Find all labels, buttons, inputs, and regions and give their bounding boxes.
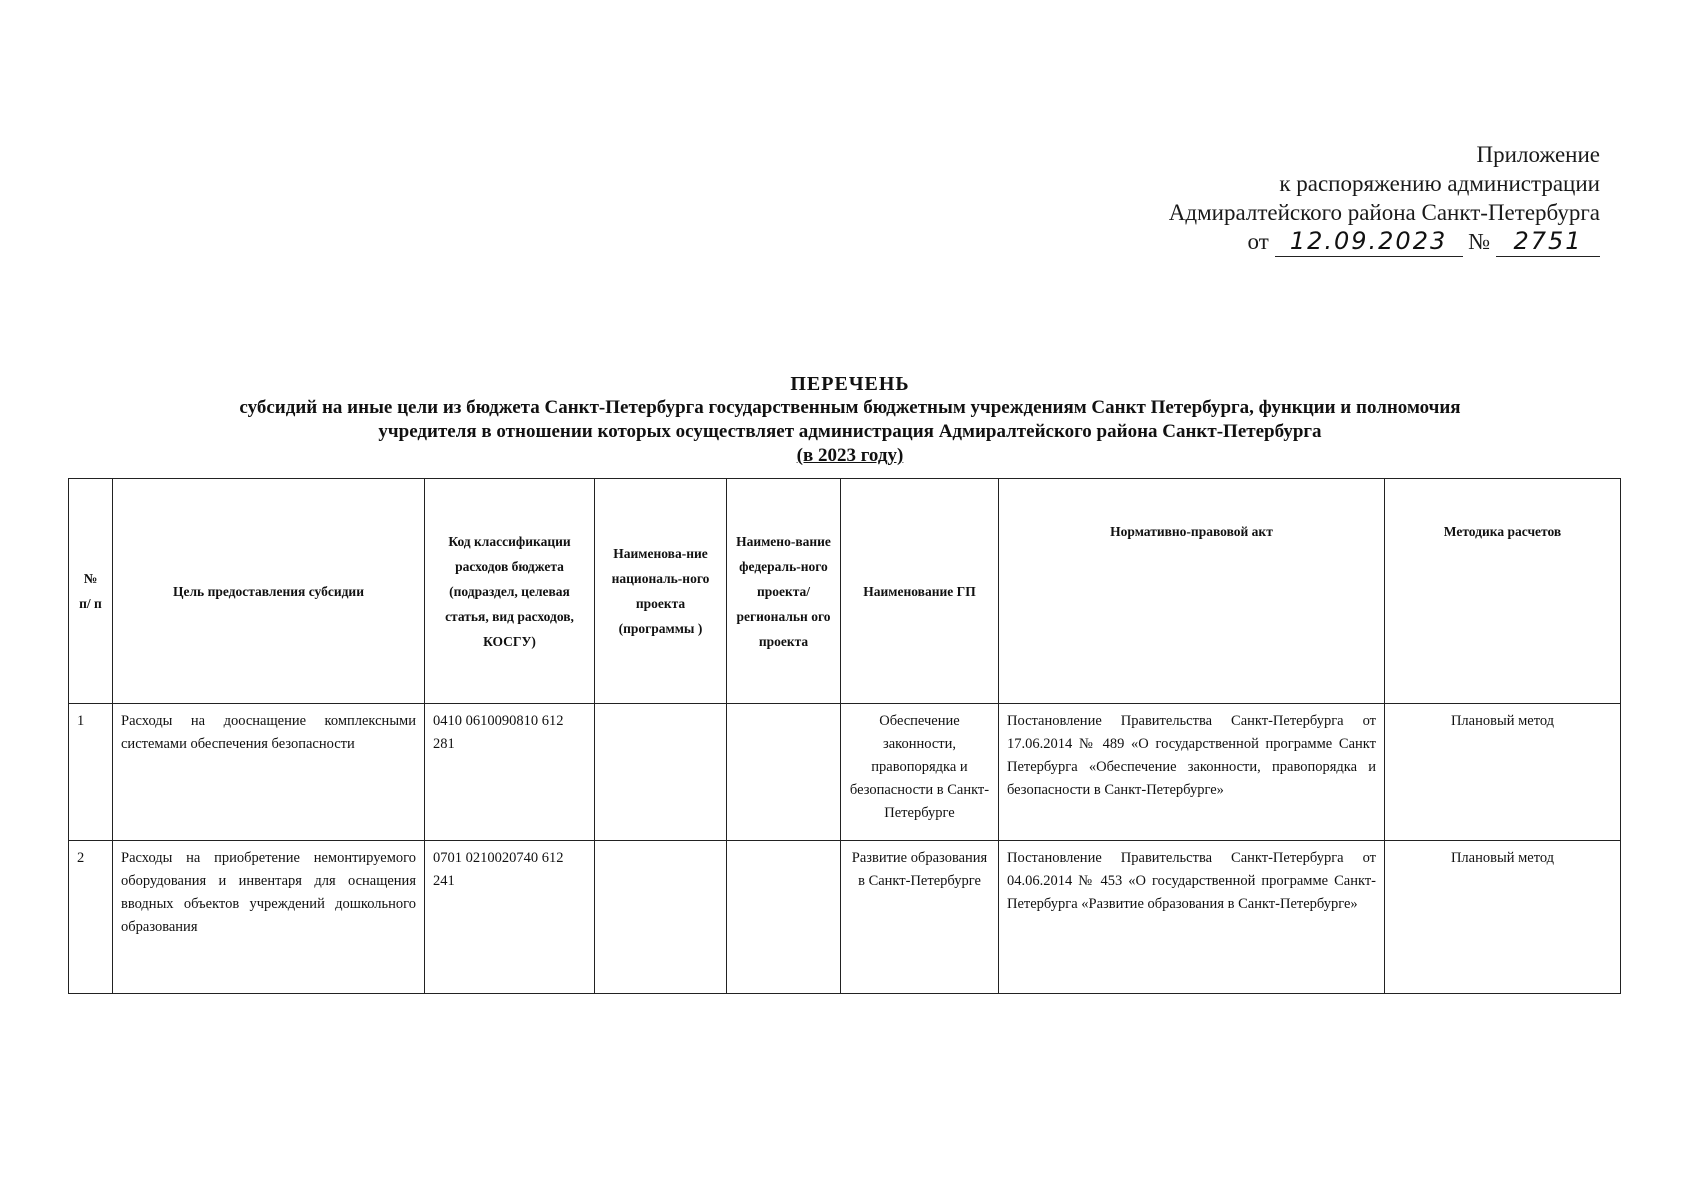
document-subtitle-line1: субсидий на иные цели из бюджета Санкт-Петербурга государственным бюджетным учреждениям Санкт Петербурга, функции и полномочия — [239, 397, 1461, 418]
appendix-block — [1169, 140, 1600, 257]
cell-national-project — [595, 704, 727, 841]
handwritten-date: 12.09.2023 — [1275, 227, 1463, 257]
header-goal: Цель предоставления субсидии — [113, 479, 425, 704]
cell-goal: Расходы на приобретение немонтируемого оборудования и инвентаря для оснащения вводных объектов учреждений дошкольного образования — [113, 841, 425, 994]
header-act: Нормативно-правовой акт — [999, 479, 1385, 704]
number-sign: № — [1468, 229, 1491, 254]
cell-num: 1 — [69, 704, 113, 841]
header-federal-project: Наимено-вание федераль-ного проекта/ региональн ого проекта — [727, 479, 841, 704]
cell-federal-project — [727, 704, 841, 841]
table-row — [69, 841, 1621, 994]
appendix-line-district: Адмиралтейского района Санкт-Петербурга — [1168, 200, 1600, 225]
handwritten-number: 2751 — [1496, 227, 1600, 257]
appendix-title: Приложение — [1476, 142, 1600, 167]
document-year: (в 2023 году) — [796, 445, 904, 466]
cell-method: Плановый метод — [1385, 704, 1621, 841]
cell-gp: Обеспечение законности, правопорядка и безопасности в Санкт-Петербурге — [841, 704, 999, 841]
cell-gp: Развитие образования в Санкт-Петербурге — [841, 841, 999, 994]
appendix-line-order: к распоряжению администрации — [1279, 171, 1600, 196]
document-title: ПЕРЕЧЕНЬ — [790, 373, 910, 395]
cell-act: Постановление Правительства Санкт-Петербурга от 04.06.2014 № 453 «О государственной программе Санкт-Петербурга «Развитие образования в Санкт-Петербурге» — [999, 841, 1385, 994]
cell-code: 0701 0210020740 612 241 — [425, 841, 595, 994]
appendix-from-label: от — [1247, 229, 1269, 254]
header-num: № п/ п — [69, 479, 113, 704]
document-subtitle-line2: учредителя в отношении которых осуществляет администрация Адмиралтейского района Санкт-Петербурга — [378, 421, 1322, 442]
cell-federal-project — [727, 841, 841, 994]
appendix-date-line — [1169, 227, 1600, 257]
document-heading — [100, 372, 1600, 468]
header-gp: Наименование ГП — [841, 479, 999, 704]
table-header-row — [69, 479, 1621, 704]
cell-act: Постановление Правительства Санкт-Петербурга от 17.06.2014 № 489 «О государственной программе Санкт Петербурга «Обеспечение законности, правопорядка и безопасности в Санкт-Петербурге» — [999, 704, 1385, 841]
cell-code: 0410 0610090810 612 281 — [425, 704, 595, 841]
header-national-project: Наименова-ние националь-ного проекта (программы ) — [595, 479, 727, 704]
cell-num: 2 — [69, 841, 113, 994]
cell-method: Плановый метод — [1385, 841, 1621, 994]
subsidy-table — [68, 478, 1621, 994]
table-row — [69, 704, 1621, 841]
header-code: Код классификации расходов бюджета (подраздел, целевая статья, вид расходов, КОСГУ) — [425, 479, 595, 704]
header-method: Методика расчетов — [1385, 479, 1621, 704]
cell-national-project — [595, 841, 727, 994]
cell-goal: Расходы на дооснащение комплексными системами обеспечения безопасности — [113, 704, 425, 841]
